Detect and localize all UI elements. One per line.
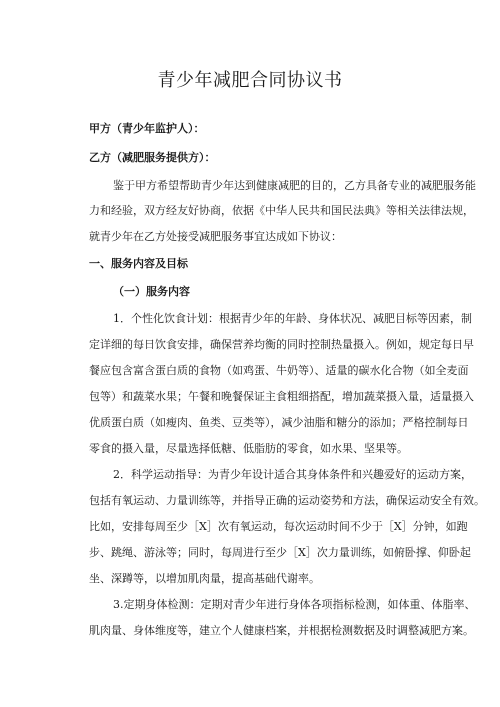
section-heading: 一、服务内容及目标 [89,257,188,270]
item1-line: 1．个性化饮食计划：根据青少年的年龄、身体状况、减肥目标等因素，制 [113,312,472,325]
item1-line: 优质蛋白质（如瘦肉、鱼类、豆类等），减少油脂和糖分的添加；严格控制每日 [89,416,469,429]
preamble-line: 力和经验，双方经友好协商，依据《中华人民共和国民法典》等相关法律法规， [89,204,474,217]
item1-line: 零食的摄入量，尽量选择低糖、低脂肪的零食，如水果、坚果等。 [89,442,408,455]
item3-line: 3.定期身体检测：定期对青少年进行身体各项指标检测，如体重、体脂率、 [113,598,476,611]
preamble-line: 鉴于甲方希望帮助青少年达到健康减肥的目的，乙方具备专业的减肥服务能 [113,179,476,192]
document-title: 青少年减肥合同协议书 [157,70,343,91]
item3-line: 肌肉量、身体维度等，建立个人健康档案，并根据检测数据及时调整减肥方案。 [89,624,474,637]
item2-line: 步、跳绳、游泳等；同时，每周进行至少［X］次力量训练，如俯卧撑、仰卧起 [89,546,471,559]
party-b-line: 乙方（减肥服务提供方）： [89,151,216,164]
item2-line: 坐、深蹲等，以增加肌肉量，提高基础代谢率。 [89,572,320,585]
item1-line: 定详细的每日饮食安排，确保营养均衡的同时控制热量摄入。例如，规定每日早 [89,338,474,351]
item2-line: 2．科学运动指导：为青少年设计适合其身体条件和兴趣爱好的运动方案， [113,468,472,481]
item1-line: 包等）和蔬菜水果；午餐和晚餐保证主食粗细搭配，增加蔬菜摄入量，适量摄入 [89,390,474,403]
item1-line: 餐应包含富含蛋白质的食物（如鸡蛋、牛奶等）、适量的碳水化合物（如全麦面 [89,364,469,377]
item2-line: 比如，安排每周至少［X］次有氧运动，每次运动时间不少于［X］分钟，如跑 [89,520,468,533]
subsection-heading: （一）服务内容 [113,285,190,298]
preamble-line: 就青少年在乙方处接受减肥服务事宜达成如下协议： [89,230,342,243]
item2-line: 包括有氧运动、力量训练等，并指导正确的运动姿势和方法，确保运动安全有效。 [89,494,485,507]
party-a-line: 甲方（青少年监护人）： [89,122,205,135]
